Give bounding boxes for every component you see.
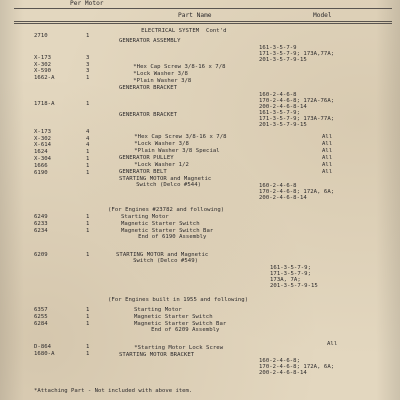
part-number: 6190 bbox=[34, 170, 48, 176]
part-name: STARTING MOTOR and Magnetic Switch (Delco #544) bbox=[119, 176, 212, 188]
quantity: 1 bbox=[86, 314, 90, 320]
part-name: Starting Motor bbox=[134, 307, 182, 313]
part-name: Magnetic Starter Switch Bar End of 6190 Assembly bbox=[121, 228, 214, 240]
quantity: 1 bbox=[86, 101, 90, 107]
part-number: 6284 bbox=[34, 321, 48, 327]
part-number: 1680-A bbox=[34, 351, 55, 357]
part-number: X-614 bbox=[34, 142, 52, 148]
part-name: GENERATOR BELT bbox=[119, 169, 167, 175]
header-top-rule bbox=[14, 8, 392, 9]
part-name: STARTING MOTOR BRACKET bbox=[119, 352, 195, 358]
model-list: All bbox=[322, 148, 333, 154]
quantity: 3 bbox=[86, 62, 90, 68]
part-name: Magnetic Starter Switch Bar End of 6209 Assembly bbox=[134, 321, 227, 333]
header-bottom-rule-2 bbox=[14, 23, 392, 24]
quantity: 1 bbox=[86, 163, 90, 169]
engine-range-note: (For Engines built in 1955 and following) bbox=[108, 297, 249, 303]
model-list: 160-2-4-6-8 170-2-4-6-8; 172A-76A; 200-2-4-6-8-14 161-3-5-7-9; 171-3-5-7-9; 173A-77A; 201-3-5-7-9-15 bbox=[259, 92, 335, 128]
quantity: 1 bbox=[86, 170, 90, 176]
model-list: 161-3-5-7-9 171-3-5-7-9; 173A,77A; 201-3-5-7-9-15 bbox=[259, 45, 335, 63]
part-name-column-header: Part Name bbox=[178, 12, 212, 19]
quantity: 4 bbox=[86, 136, 90, 142]
part-name: Magnetic Starter Switch bbox=[121, 221, 200, 227]
part-number: X-590 bbox=[34, 68, 52, 74]
quantity: 1 bbox=[86, 344, 90, 350]
footnote: *Attaching Part - Not included with above item. bbox=[34, 388, 193, 394]
quantity: 1 bbox=[86, 149, 90, 155]
part-number: 6249 bbox=[34, 214, 48, 220]
part-number: X-173 bbox=[34, 129, 52, 135]
part-number: X-302 bbox=[34, 62, 52, 68]
quantity: 1 bbox=[86, 252, 90, 258]
quantity: 1 bbox=[86, 321, 90, 327]
header-bottom-rule bbox=[14, 21, 392, 22]
quantity: 3 bbox=[86, 68, 90, 74]
quantity: 1 bbox=[86, 228, 90, 234]
part-number: 1662-A bbox=[34, 75, 55, 81]
section-heading: ELECTRICAL SYSTEM Cont'd bbox=[124, 28, 227, 34]
part-name: *Plain Washer 3/8 Special bbox=[124, 148, 220, 154]
part-name: STARTING MOTOR and Magnetic Switch (Delco #549) bbox=[116, 252, 209, 264]
part-number: 6233 bbox=[34, 221, 48, 227]
quantity: 1 bbox=[86, 33, 90, 39]
part-number: X-173 bbox=[34, 55, 52, 61]
model-list: All bbox=[322, 141, 333, 147]
part-name: GENERATOR ASSEMBLY bbox=[119, 38, 181, 44]
part-name: Magnetic Starter Switch bbox=[134, 314, 213, 320]
part-name: *Lock Washer 3/8 bbox=[123, 71, 188, 77]
model-list: All bbox=[322, 162, 333, 168]
part-number: 1666 bbox=[34, 163, 48, 169]
model-column-header: Model bbox=[313, 12, 332, 19]
part-number: 2710 bbox=[34, 33, 48, 39]
part-name: *Hex Cap Screw 3/8-16 x 7/8 bbox=[124, 134, 227, 140]
part-number: 1718-A bbox=[34, 101, 55, 107]
part-number: 6255 bbox=[34, 314, 48, 320]
model-list: All bbox=[322, 169, 333, 175]
model-list: All bbox=[322, 134, 333, 140]
quantity: 4 bbox=[86, 142, 90, 148]
part-name: GENERATOR PULLEY bbox=[119, 155, 174, 161]
model-list: 160-2-4-6-8; 170-2-4-6-8; 172A, 6A; 200-2-4-6-8-14 bbox=[259, 358, 335, 376]
part-name: *Starting Motor Lock Screw bbox=[124, 345, 224, 351]
part-number: 6234 bbox=[34, 228, 48, 234]
part-name: GENERATOR BRACKET bbox=[119, 85, 178, 91]
model-list: All bbox=[327, 341, 338, 347]
part-number: X-304 bbox=[34, 156, 52, 162]
part-name: *Lock Washer 1/2 bbox=[124, 162, 189, 168]
part-name: Starting Motor bbox=[121, 214, 169, 220]
quantity: 1 bbox=[86, 75, 90, 81]
model-list: All bbox=[322, 155, 333, 161]
part-number: 1624 bbox=[34, 149, 48, 155]
part-number: 6209 bbox=[34, 252, 48, 258]
part-name: *Lock Washer 3/8 bbox=[124, 141, 189, 147]
part-number: X-302 bbox=[34, 136, 52, 142]
part-name: *Hex Cap Screw 3/8-16 x 7/8 bbox=[123, 64, 226, 70]
qty-column-header: Per Motor bbox=[70, 0, 104, 7]
quantity: 3 bbox=[86, 55, 90, 61]
part-name: GENERATOR BRACKET bbox=[119, 112, 178, 118]
model-list: 160-2-4-6-8 170-2-4-6-8; 172A, 6A; 200-2-4-6-8-14 bbox=[259, 183, 335, 201]
part-name: *Plain Washer 3/8 bbox=[123, 78, 192, 84]
part-number: D-864 bbox=[34, 344, 52, 350]
engine-range-note: (For Engines #23782 and following) bbox=[108, 207, 225, 213]
model-list: 161-3-5-7-9; 171-3-5-7-9; 173A, 7A; 201-3-5-7-9-15 bbox=[270, 265, 318, 289]
quantity: 1 bbox=[86, 307, 90, 313]
quantity: 1 bbox=[86, 221, 90, 227]
quantity: 4 bbox=[86, 129, 90, 135]
part-number: 6357 bbox=[34, 307, 48, 313]
quantity: 1 bbox=[86, 214, 90, 220]
quantity: 1 bbox=[86, 351, 90, 357]
quantity: 1 bbox=[86, 156, 90, 162]
